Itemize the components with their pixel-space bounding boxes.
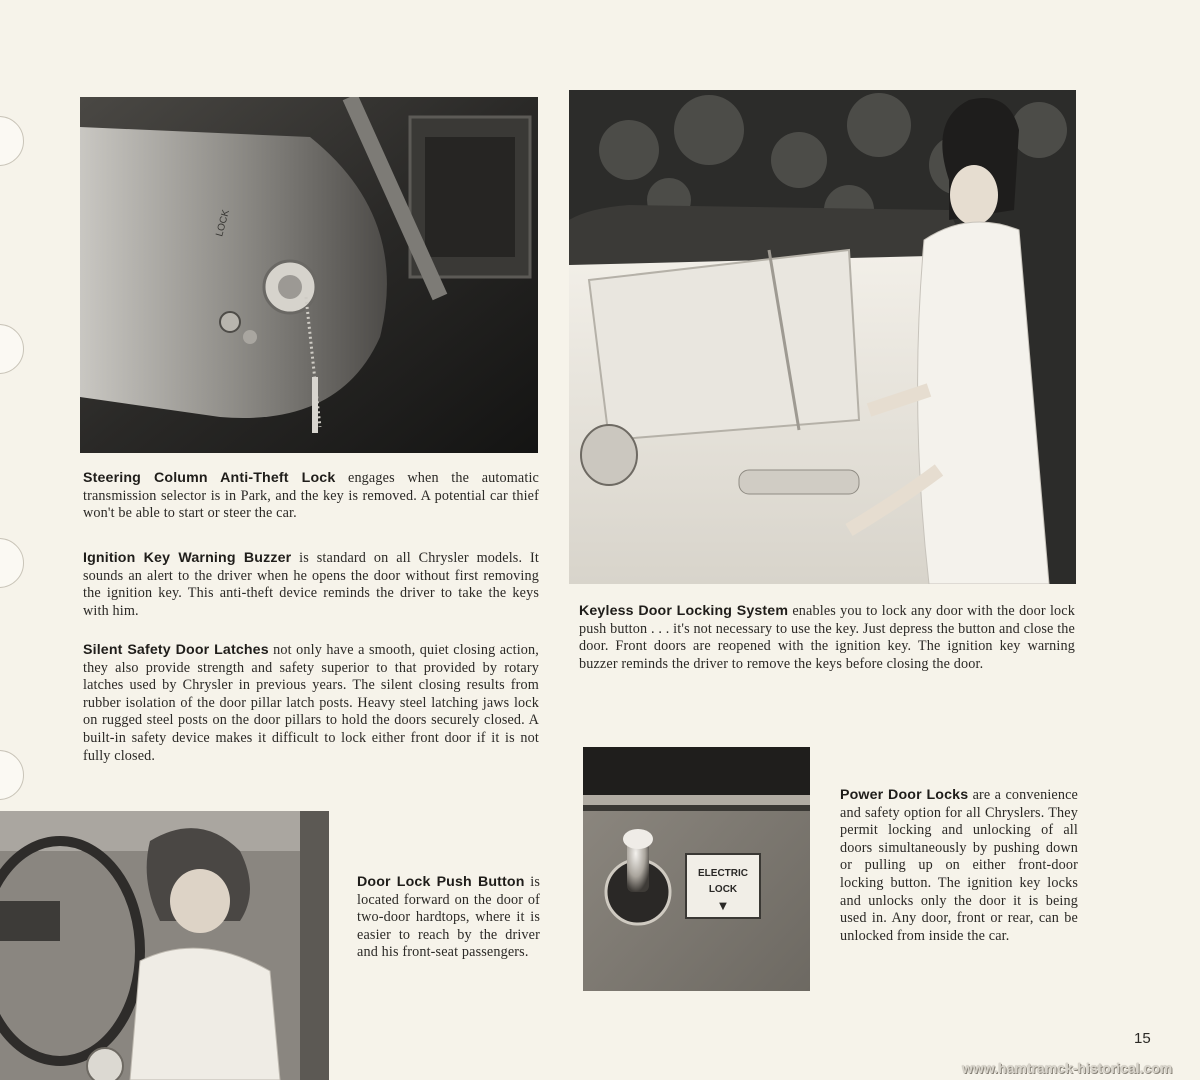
power-locks-body: are a convenience and safety option for all Chryslers. They permit locking and unlocking of all doors simultaneously by pushing down or pulling up on either front-door locking button. The ignition key locks and unlocks only the door it is being used in. Any door, front or rear, can be unlocked from inside the car.	[840, 787, 1078, 944]
steering-column-photo	[80, 97, 538, 453]
steering-lock-heading: Steering Column Anti-Theft Lock	[83, 470, 336, 486]
page-number: 15	[1134, 1030, 1151, 1047]
plate-arrow: ▼	[719, 901, 727, 912]
warning-buzzer-caption	[83, 550, 539, 620]
keyless-locking-caption	[579, 603, 1075, 673]
column-engraving: LOCK	[214, 208, 232, 238]
plate-line1: ELECTRIC	[698, 868, 748, 879]
binder-hole-1	[0, 116, 24, 166]
steering-lock-caption	[83, 470, 539, 523]
push-button-caption	[357, 874, 540, 962]
power-locks-caption	[840, 787, 1078, 945]
power-locks-heading: Power Door Locks	[840, 787, 969, 803]
door-latches-body: not only have a smooth, quiet closing action, they also provide strength and safety superior to that provided by rotary latches used by Chrysler in previous years. The silent closing results from rubber isolation of the door pillar latch posts. Heavy steel latching jaws lock on rugged steel posts on the door pillars to hold the doors securely closed. A built-in safety device makes it difficult to lock either front door if it is not fully closed.	[83, 642, 539, 764]
push-button-heading: Door Lock Push Button	[357, 874, 525, 890]
warning-buzzer-body: is standard on all Chrysler models. It sounds an alert to the driver when he opens the door without first removing the ignition key. This anti-theft device reminds the driver to take the keys with him.	[83, 550, 539, 619]
binder-hole-2	[0, 324, 24, 374]
binder-hole-4	[0, 750, 24, 800]
binder-hole-3	[0, 538, 24, 588]
keyless-locking-body: enables you to lock any door with the door lock push button . . . it's not necessary to use the key. Just depress the button and close the door. Front doors are reopened with the ignition key. The ignition key warning buzzer reminds the driver to remove the keys before closing the door.	[579, 603, 1075, 672]
push-button-photo	[0, 811, 329, 1080]
push-button-body: is located forward on the door of two-door hardtops, where it is easier to reach by the driver and his front-seat passengers.	[357, 874, 540, 961]
electric-lock-photo	[583, 747, 810, 991]
warning-buzzer-heading: Ignition Key Warning Buzzer	[83, 550, 292, 566]
steering-lock-body: engages when the automatic transmission selector is in Park, and the key is removed. A potential car thief won't be able to start or steer the car.	[83, 470, 539, 522]
door-latches-caption	[83, 642, 539, 765]
keyless-door-photo	[569, 90, 1076, 584]
plate-line2: LOCK	[708, 884, 738, 895]
door-latches-heading: Silent Safety Door Latches	[83, 642, 269, 658]
keyless-locking-heading: Keyless Door Locking System	[579, 603, 789, 619]
site-watermark: www.hamtramck-historical.com	[962, 1060, 1173, 1076]
